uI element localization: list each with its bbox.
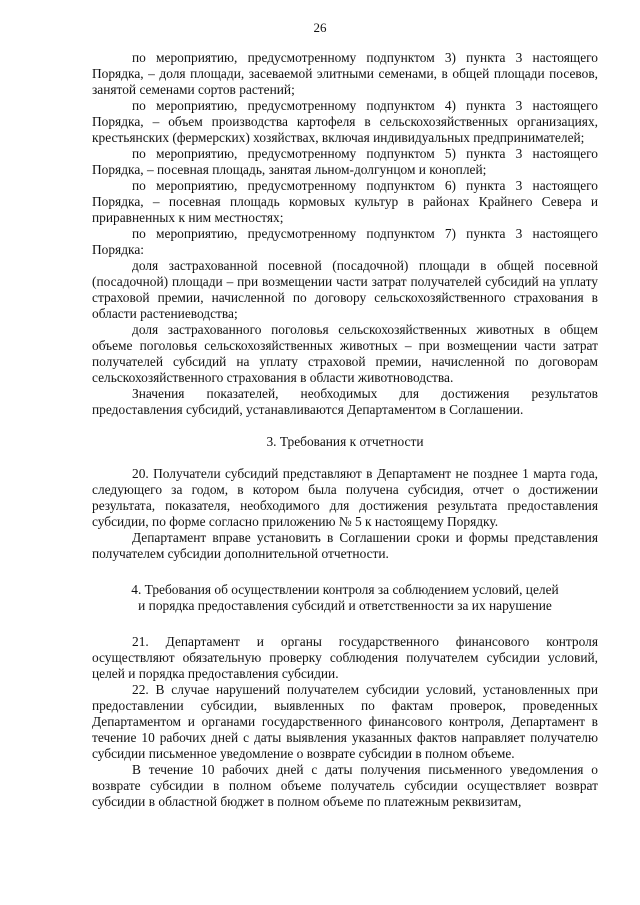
paragraph-indicator-values: Значения показателей, необходимых для достижения результатов предоставления субсидий, устанавливаются Департаментом в Соглашении. (92, 386, 598, 417)
paragraph-insured-area-share: доля застрахованной посевной (посадочной) площади в общей посевной (посадочной) площади – при возмещении части затрат получателей субсидий на уплату страховой премии, начисленной по договору сельскохозяйственного страхования в области растениеводства; (92, 258, 598, 321)
paragraph-20: 20. Получатели субсидий представляют в Департамент не позднее 1 марта года, следующего за годом, в котором была получена субсидия, отчет о достижении результата, показателя, необходимого для достижения результата предоставления субсидии, по форме согласно приложению № 5 к настоящему Порядку. (92, 466, 598, 529)
paragraph-22: 22. В случае нарушений получателем субсидии условий, установленных при предоставлении субсидии, выявленных по фактам проверок, проведенных Департаментом и органами государственного финансового контроля, Департамент в течение 10 рабочих дней с даты выявления указанных фактов направляет получателю субсидии письменное уведомление о возврате субсидии в полном объеме. (92, 682, 598, 761)
paragraph-21: 21. Департамент и органы государственного финансового контроля осуществляют обязательную проверку соблюдения получателем субсидии условий, целей и порядка предоставления субсидии. (92, 634, 598, 681)
paragraph-insured-livestock-share: доля застрахованного поголовья сельскохозяйственных животных в общем объеме поголовья сельскохозяйственных животных – при возмещении части затрат получателей субсидий на уплату страховой премии, начисленной по договорам сельскохозяйственного страхования в области животноводства. (92, 322, 598, 385)
paragraph-indicator-6: по мероприятию, предусмотренному подпунктом 6) пункта 3 настоящего Порядка, – посевная площадь кормовых культур в районах Крайнего Севера и приравненных к ним местностях; (92, 178, 598, 225)
section-3-heading: 3. Требования к отчетности (266, 434, 424, 449)
paragraph-indicator-4: по мероприятию, предусмотренному подпунктом 4) пункта 3 настоящего Порядка, – объем производства картофеля в сельскохозяйственных организациях, крестьянских (фермерских) хозяйствах, включая индивидуальных предпринимателей; (92, 98, 598, 145)
section-4-heading-line-1: 4. Требования об осуществлении контроля за соблюдением условий, целей (131, 582, 559, 597)
page-number: 26 (313, 20, 327, 35)
paragraph-indicator-7: по мероприятию, предусмотренному подпунктом 7) пункта 3 настоящего Порядка: (92, 226, 598, 257)
paragraph-indicator-3: по мероприятию, предусмотренному подпунктом 3) пункта 3 настоящего Порядка, – доля площади, засеваемой элитными семенами, в общей площади посевов, занятой семенами сортов растений; (92, 50, 598, 97)
paragraph-refund: В течение 10 рабочих дней с даты получения письменного уведомления о возврате субсидии в полном объеме получатель субсидии осуществляет возврат субсидии в областной бюджет в полном объеме по платежным реквизитам, (92, 762, 598, 809)
section-4-heading-line-2: и порядка предоставления субсидий и ответственности за их нарушение (138, 598, 552, 613)
paragraph-additional-reporting: Департамент вправе установить в Соглашении сроки и формы представления получателем субсидии дополнительной отчетности. (92, 530, 598, 561)
paragraph-indicator-5: по мероприятию, предусмотренному подпунктом 5) пункта 3 настоящего Порядка, – посевная площадь, занятая льном-долгунцом и коноплей; (92, 146, 598, 177)
document-body (92, 50, 598, 810)
